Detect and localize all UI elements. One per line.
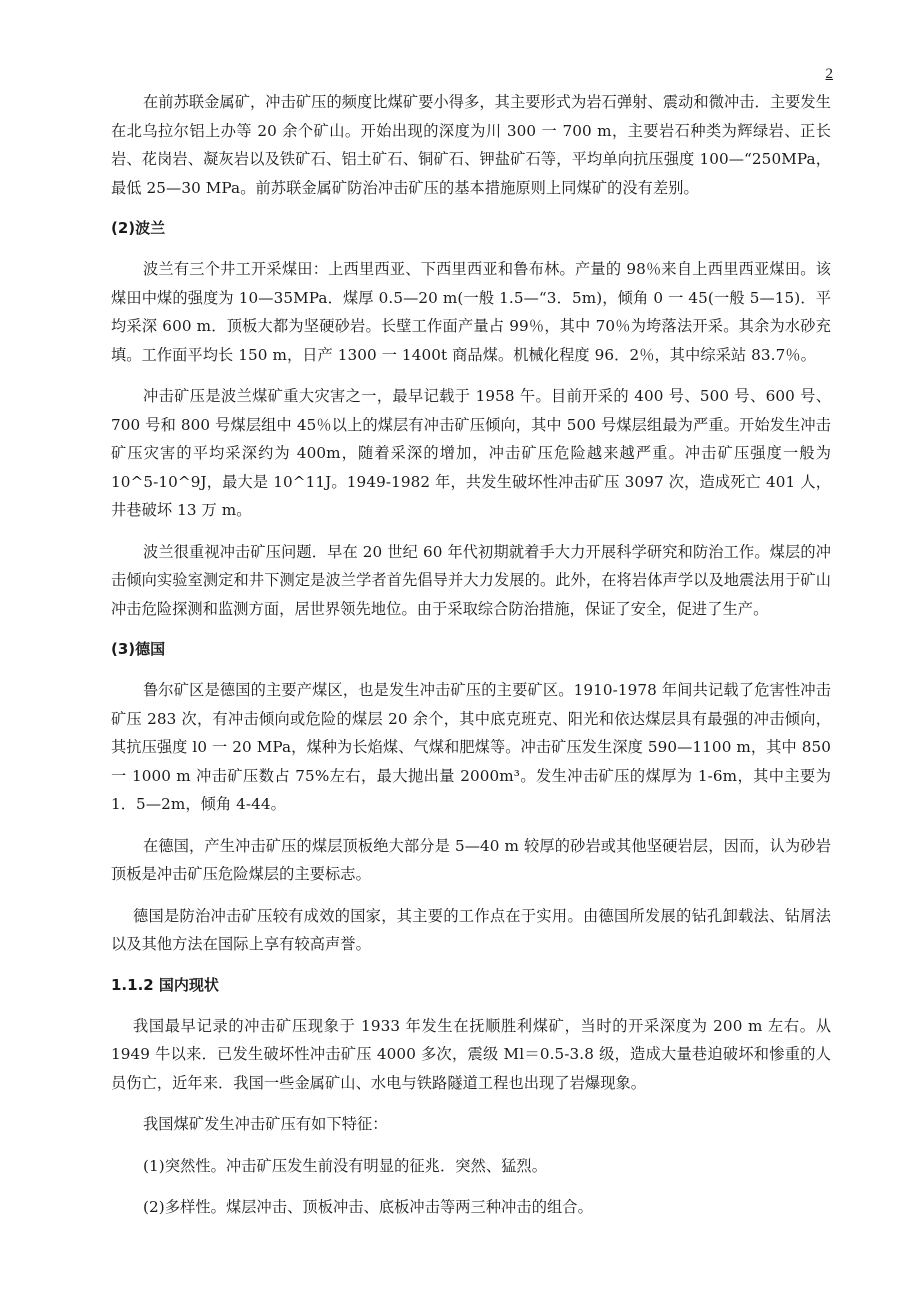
section-heading-domestic: 1.1.2 国内现状 <box>111 975 219 994</box>
section-heading-poland: (2)波兰 <box>111 219 166 237</box>
section-heading-germany: (3)德国 <box>111 640 166 658</box>
list-item-suddenness: (1)突然性。冲击矿压发生前没有明显的征兆．突然、猛烈。 <box>143 1156 548 1175</box>
paragraph-china-features-intro: 我国煤矿发生冲击矿压有如下特征： <box>143 1115 388 1133</box>
paragraph-germany-roof: 在德国，产生冲击矿压的煤层顶板绝大部分是 5—40 m 较厚的砂岩或其他坚硬岩层，因而，认为砂岩顶板是冲击矿压危险煤层的主要标志。 <box>111 836 831 883</box>
paragraph-soviet-metal-mines: 在前苏联金属矿，冲击矿压的频度比煤矿要小得多，其主要形式为岩石弹射、震动和微冲击．主要发生在北乌拉尔铝上办等 20 余个矿山。开始出现的深度为川 300 一 700 m，主要岩石种类为辉绿岩、正长岩、花岗岩、凝灰岩以及铁矿石、铝土矿石、铜矿石、钾盐矿石等，平均单向抗压强度 100—“250MPa，最低 25—30 MPa。前苏联金属矿防治冲击矿压的基本措施原则上同煤矿的没有差别。 <box>111 93 831 197</box>
page-number: 2 <box>825 66 833 82</box>
paragraph-poland-rockburst: 冲击矿压是波兰煤矿重大灾害之一，最早记载于 1958 午。目前开采的 400 号、500 号、600 号、700 号和 800 号煤层组中 45％以上的煤层有冲击矿压倾向，其中 500 号煤层组最为严重。开始发生冲击矿压灾害的平均采深约为 400m，随着采深的增加，冲击矿压危险越来越严重。冲击矿压强度一般为 10^5-10^9J，最大是 10^11J。1949-1982 年，共发生破坏性冲击矿压 3097 次，造成死亡 401 人，井巷破坏 13 万 m。 <box>111 387 831 519</box>
paragraph-ruhr-region: 鲁尔矿区是德国的主要产煤区，也是发生冲击矿压的主要矿区。1910-1978 年间共记载了危害性冲击矿压 283 次，有冲击倾向或危险的煤层 20 余个，其中底克班克、阳光和依达煤层具有最强的冲击倾向，其抗压强度 l0 一 20 MPa，煤种为长焰煤、气煤和肥煤等。冲击矿压发生深度 590—1100 m，其中 850 一 1000 m 冲击矿压数占 75%左右，最大抛出量 2000m³。发生冲击矿压的煤厚为 1-6m，其中主要为 1．5—2m，倾角 4-44。 <box>111 681 831 813</box>
document-body <box>111 88 831 1235</box>
paragraph-germany-methods: 德国是防治冲击矿压较有成效的国家，其主要的工作点在于实用。由德国所发展的钻孔卸载法、钻屑法以及其他方法在国际上享有较高声誉。 <box>111 906 831 953</box>
paragraph-poland-research: 波兰很重视冲击矿压问题．早在 20 世纪 60 年代初期就着手大力开展科学研究和防治工作。煤层的冲击倾向实验室测定和井下测定是波兰学者首先倡导并大力发展的。此外，在将岩体声学以及地震法用于矿山冲击危险探测和监测方面，居世界领先地位。由于采取综合防治措施，保证了安全，促进了生产。 <box>111 542 831 618</box>
paragraph-poland-coalfields: 波兰有三个井工开采煤田：上西里西亚、下西里西亚和鲁布林。产量的 98％来自上西里西亚煤田。该煤田中煤的强度为 10—35MPa．煤厚 0.5—20 m(一般 1.5—“3．5m)，倾角 0 一 45(一般 5—15)．平均采深 600 m．顶板大都为坚硬砂岩。长壁工作面产量占 99％，其中 70％为垮落法开采。其余为水砂充填。工作面平均长 150 m，日产 1300 一 1400t 商品煤。机械化程度 96．2％，其中综采站 83.7％。 <box>111 260 831 364</box>
paragraph-china-history: 我国最早记录的冲击矿压现象于 1933 年发生在抚顺胜利煤矿，当时的开采深度为 200 m 左右。从 1949 牛以来．已发生破坏性冲击矿压 4000 多次，震级 Ml＝0.5-3.8 级，造成大量巷迫破坏和惨重的人员伤亡，近年来．我国一些金属矿山、水电与铁路隧道工程也出现了岩爆现象。 <box>111 1016 831 1092</box>
list-item-diversity: (2)多样性。煤层冲击、顶板冲击、底板冲击等两三种冲击的组合。 <box>143 1198 593 1216</box>
